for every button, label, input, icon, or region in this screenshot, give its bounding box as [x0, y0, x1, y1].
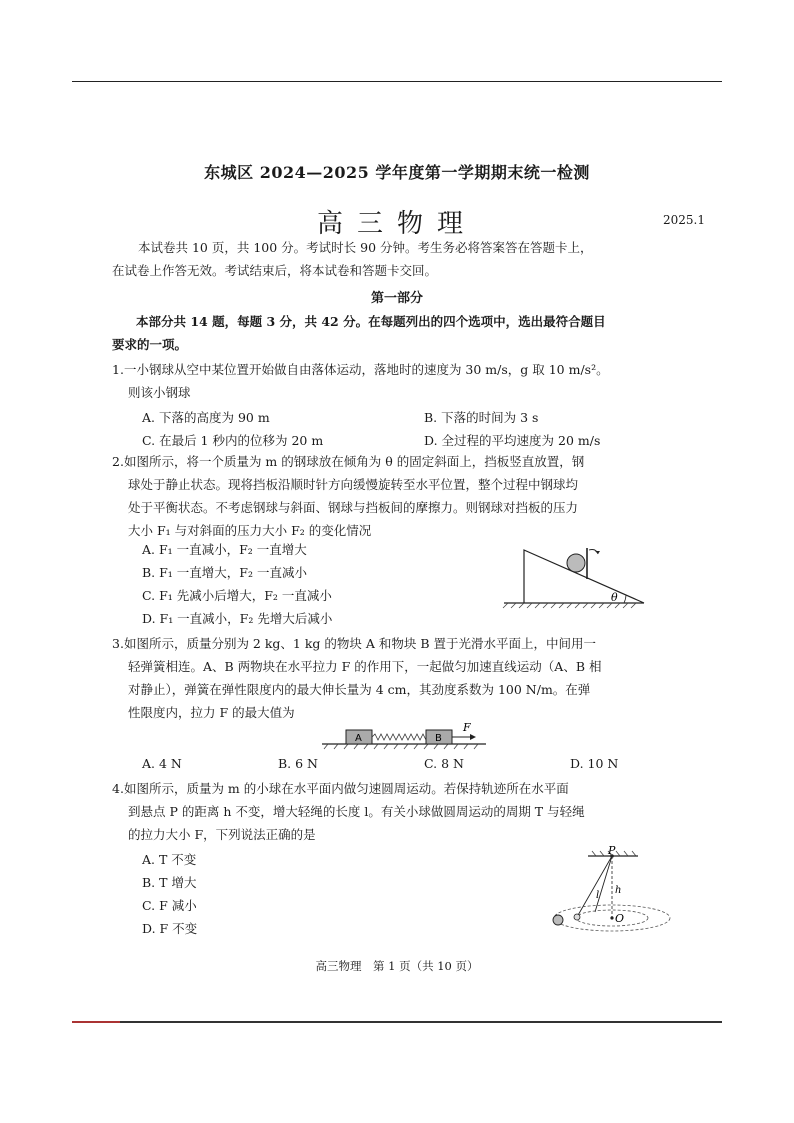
q4-option-d[interactable]: D. F 不变: [142, 921, 198, 936]
q3-option-b[interactable]: B. 6 N: [278, 756, 318, 771]
question-1: [112, 358, 724, 404]
q1-option-c[interactable]: C. 在最后 1 秒内的位移为 20 m: [142, 433, 324, 448]
question-4: [112, 777, 724, 846]
height-label: h: [615, 885, 622, 896]
exam-title: 东城区 2024—2025 学年度第一学期期末统一检测: [204, 163, 590, 182]
spring-blocks-figure: [322, 722, 488, 750]
force-label: F: [463, 721, 471, 734]
question-number: 3.: [112, 636, 124, 651]
question-stem-line: 大小 F₁ 与对斜面的压力大小 F₂ 的变化情况: [128, 523, 372, 538]
question-stem-line: 到悬点 P 的距离 h 不变，增大轻绳的长度 l。有关小球做圆周运动的周期 T 与轻绳: [128, 804, 585, 819]
exam-date: 2025.1: [663, 213, 705, 227]
center-label: O: [615, 912, 625, 925]
q2-option-a[interactable]: A. F₁ 一直减小，F₂ 一直增大: [142, 542, 307, 557]
question-number: 1.: [112, 362, 124, 377]
q1-option-a[interactable]: A. 下落的高度为 90 m: [142, 410, 270, 425]
q4-option-c[interactable]: C. F 减小: [142, 898, 197, 913]
part-title: 第一部分: [370, 291, 423, 306]
q4-option-b[interactable]: B. T 增大: [142, 875, 197, 890]
block-b-label: B: [435, 733, 442, 744]
q2-option-b[interactable]: B. F₁ 一直增大，F₂ 一直减小: [142, 565, 307, 580]
top-rule: [72, 81, 722, 82]
bottom-accent: [72, 1021, 120, 1023]
page-footer: 高三物理 第 1 页（共 10 页）: [315, 959, 479, 973]
q2-option-d[interactable]: D. F₁ 一直减小，F₂ 先增大后减小: [142, 611, 333, 626]
length-label: l: [596, 890, 600, 901]
question-number: 4.: [112, 781, 124, 796]
ball: [553, 915, 563, 925]
part-note-line-2: 要求的一项。: [112, 337, 188, 352]
question-stem-line: 处于平衡状态。不考虑钢球与斜面、钢球与挡板间的摩擦力。则钢球对挡板的压力: [128, 500, 579, 515]
angle-label: θ: [611, 591, 618, 604]
part-note-line-1: 本部分共 14 题，每题 3 分，共 42 分。在每题列出的四个选项中，选出最符合题目: [136, 314, 606, 329]
q3-option-a[interactable]: A. 4 N: [142, 756, 182, 771]
question-stem-line: 球处于静止状态。现将挡板沿顺时针方向缓慢旋转至水平位置，整个过程中钢球均: [128, 477, 579, 492]
q1-option-d[interactable]: D. 全过程的平均速度为 20 m/s: [424, 433, 601, 448]
q4-option-a[interactable]: A. T 不变: [142, 852, 197, 867]
bottom-rule: [72, 1021, 722, 1023]
q3-option-d[interactable]: D. 10 N: [570, 756, 619, 771]
question-stem-line: 如图所示，质量为 m 的小球在水平面内做匀速圆周运动。若保持轨迹所在水平面: [123, 781, 569, 796]
question-stem-line: 一小钢球从空中某位置开始做自由落体运动，落地时的速度为 30 m/s，g 取 10 m/s²。: [123, 362, 609, 377]
question-stem-line: 性限度内，拉力 F 的最大值为: [128, 705, 295, 720]
conical-pendulum-figure: [540, 846, 670, 936]
incline-figure: [500, 530, 650, 610]
subject-title: 高三物理: [316, 209, 477, 239]
q2-option-c[interactable]: C. F₁ 先减小后增大，F₂ 一直减小: [142, 588, 332, 603]
question-3: [112, 632, 724, 724]
rope: [577, 856, 612, 917]
question-stem-line: 如图所示，将一个质量为 m 的钢球放在倾角为 θ 的固定斜面上，挡板竖直放置，钢: [123, 454, 585, 469]
question-stem-line: 则该小钢球: [128, 385, 191, 400]
q3-option-c[interactable]: C. 8 N: [424, 756, 464, 771]
question-stem-line: 轻弹簧相连。A、B 两物块在水平拉力 F 的作用下，一起做匀加速直线运动（A、B 相: [128, 659, 602, 674]
question-stem-line: 的拉力大小 F，下列说法正确的是: [128, 827, 316, 842]
q1-option-b[interactable]: B. 下落的时间为 3 s: [424, 410, 539, 425]
intro-line-2: 在试卷上作答无效。考试结束后，将本试卷和答题卡交回。: [112, 263, 438, 278]
question-number: 2.: [112, 454, 124, 469]
question-stem-line: 对静止），弹簧在弹性限度内的最大伸长量为 4 cm，其劲度系数为 100 N/m。在弹: [128, 682, 591, 697]
question-2: [112, 450, 724, 542]
pivot-label: P: [608, 844, 616, 857]
question-stem-line: 如图所示，质量分别为 2 kg、1 kg 的物块 A 和物块 B 置于光滑水平面上，中间用一: [123, 636, 596, 651]
block-a-label: A: [355, 733, 362, 744]
part-note: [112, 310, 724, 356]
intro-line-1: 本试卷共 10 页，共 100 分。考试时长 90 分钟。考生务必将答案答在答题卡上，: [138, 240, 593, 255]
steel-ball: [567, 554, 585, 572]
